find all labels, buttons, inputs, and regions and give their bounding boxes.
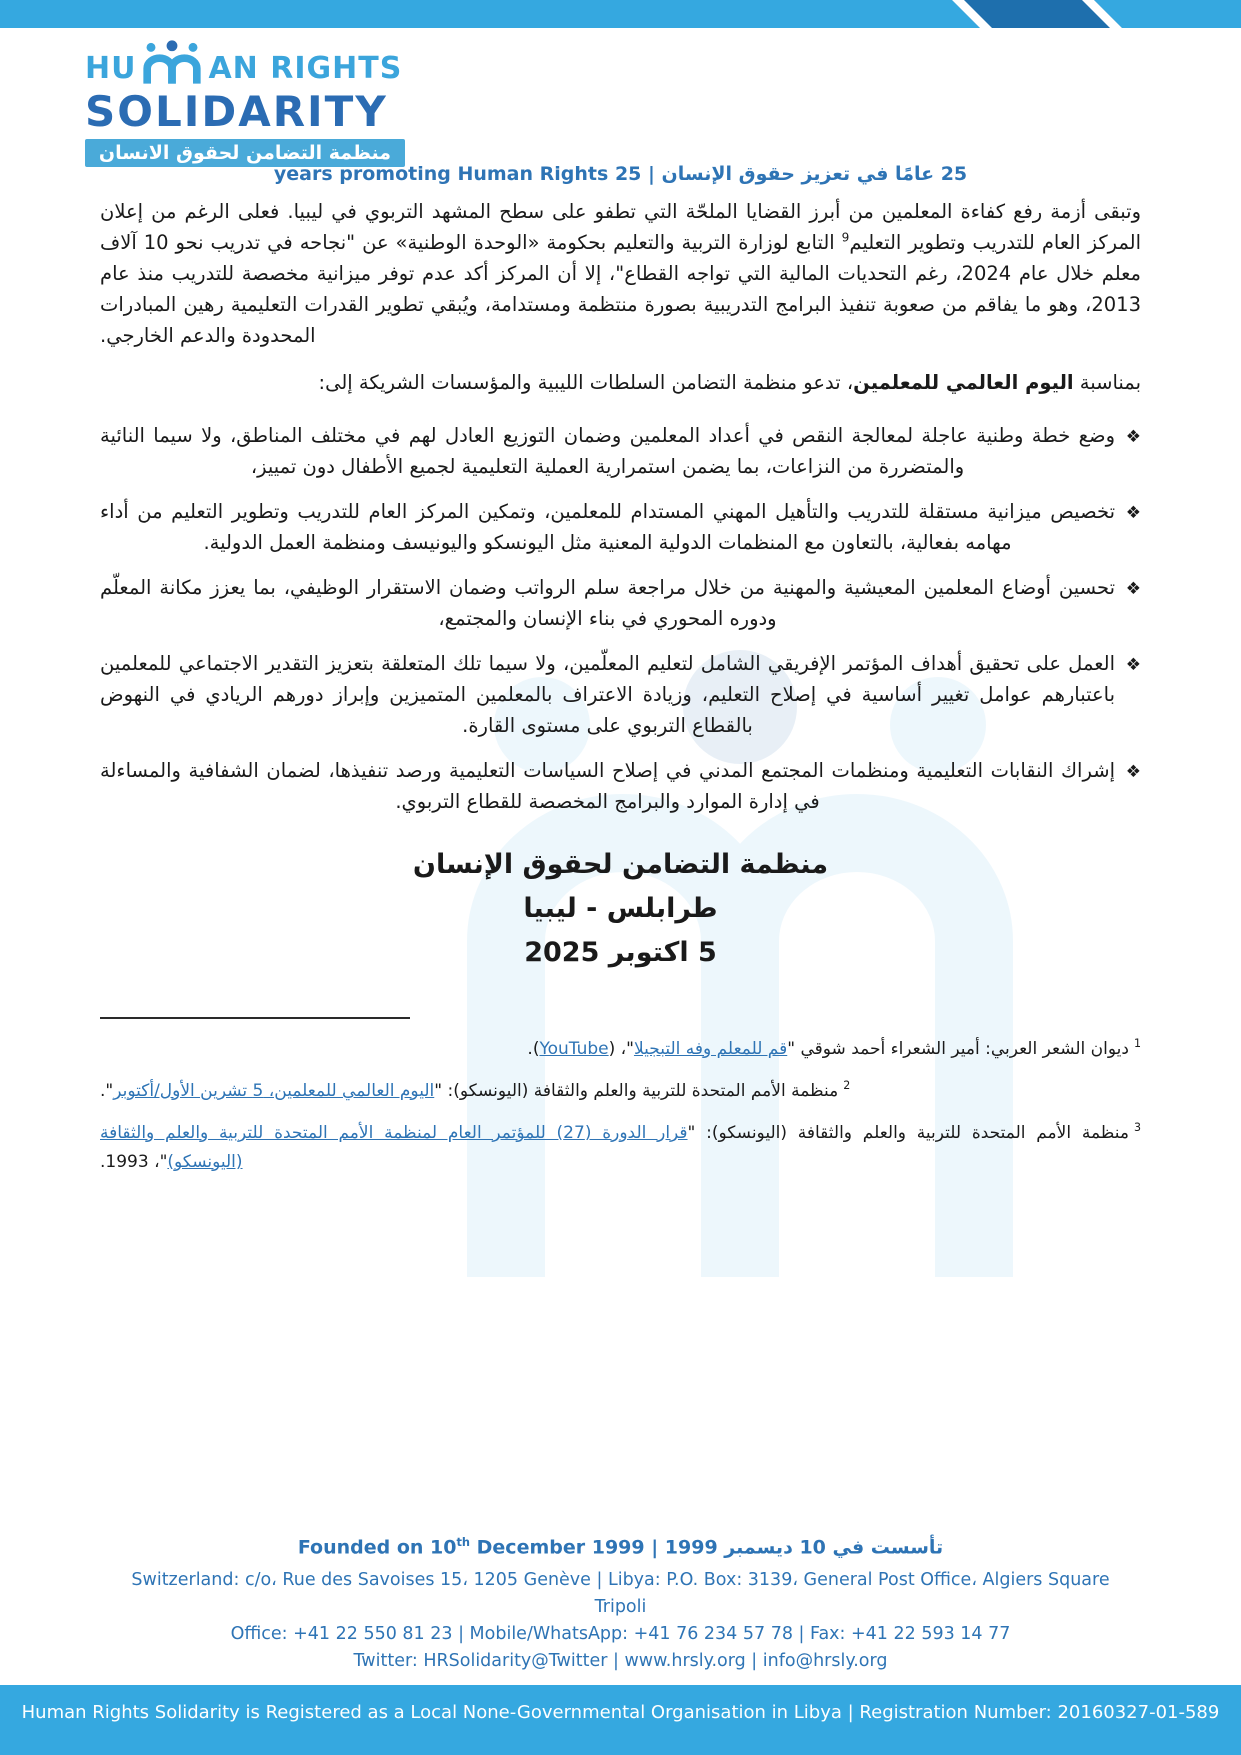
- signature-date: 5 اكتوبر 2025: [524, 937, 717, 968]
- footnote-text: ".: [100, 1081, 114, 1101]
- diamond-bullet-icon: ❖: [1125, 427, 1141, 447]
- logo-solidarity: SOLIDARITY: [85, 87, 388, 136]
- intro-paragraph: [100, 196, 1141, 351]
- footnote-number: 3: [1133, 1121, 1141, 1135]
- call-to-action-paragraph: [100, 367, 1141, 398]
- top-bar-dark-segment: [952, 0, 1122, 28]
- list-item-text: تخصيص ميزانية مستقلة للتدريب والتأهيل المهني المستدام للمعلمين، وتمكين المركز العام للتدريب وتطوير التعليم من أداء مهامه بفعالية، بالتعاون مع المنظمات الدولية المعنية مثل اليونسكو واليونيسف ومنظمة العمل الدولية.: [100, 500, 1115, 554]
- list-item-text: تحسين أوضاع المعلمين المعيشية والمهنية من خلال مراجعة سلم الرواتب وضمان الاستقرار الوظيفي، بما يعزز مكانة المعلّم ودوره المحوري في بناء الإنسان والمجتمع،: [100, 576, 1115, 630]
- footnote-2: [100, 1077, 1141, 1106]
- footnote-3: [100, 1119, 1141, 1177]
- document-content: [0, 196, 1241, 1190]
- footnote-number: 1: [1133, 1037, 1141, 1051]
- list-item: [100, 755, 1141, 817]
- footnotes-section: [100, 1035, 1141, 1177]
- footer-phones-line: Office: +41 22 550 81 23 | Mobile/WhatsApp: +41 76 234 57 78 | Fax: +41 22 593 14 77: [230, 1624, 1011, 1644]
- list-item-text: إشراك النقابات التعليمية ومنظمات المجتمع المدني في إصلاح السياسات التعليمية ورصد تنفيذها، لضمان الشفافية والمساءلة في إدارة الموارد والبرامج المخصصة للقطاع التربوي.: [100, 759, 1115, 813]
- logo-text-an-rights: AN RIGHTS: [208, 51, 403, 86]
- body-text: [100, 196, 1141, 975]
- list-item: [100, 572, 1141, 634]
- diamond-bullet-icon: ❖: [1125, 655, 1141, 675]
- founded-line: [0, 1529, 1241, 1561]
- footnote-reference: 9: [841, 230, 850, 245]
- logo-arabic-banner: منظمة التضامن لحقوق الانسان: [85, 139, 405, 167]
- logo-human-rights-line: [85, 40, 425, 89]
- list-item: [100, 496, 1141, 558]
- three-people-m-icon: [137, 40, 207, 84]
- diamond-bullet-icon: ❖: [1125, 503, 1141, 523]
- page-footer: [0, 1529, 1241, 1675]
- paragraph-text: التابع لوزارة التربية والتعليم بحكومة «الوحدة الوطنية» عن "نجاحه في تدريب نحو 10 آلاف معلم خلال عام 2024، رغم التحديات المالية التي تواجه القطاع"، إلا أن المركز أكد عدم توفر ميزانية مخصصة للتدريب منذ عام 2013، وهو ما يفاقم من صعوبة تنفيذ البرامج التدريبية بصورة منتظمة ومستدامة، ويُبقي تطوير القدرات التعليمية رهين المبادرات المحدودة والدعم الخارجي.: [100, 231, 1141, 347]
- footnote-1: [100, 1035, 1141, 1064]
- diamond-bullet-icon: ❖: [1125, 762, 1141, 782]
- signature-org-name: منظمة التضامن لحقوق الإنسان: [412, 849, 829, 880]
- paragraph-text: وتبقى أزمة رفع كفاءة المعلمين من أبرز القضايا الملحّة التي تطفو على سطح المشهد التربوي في ليبيا. فعلى الرغم من إعلان المركز العام للتدريب وتطوير التعليم: [100, 200, 1142, 254]
- founded-text-ar: تأسست في 10 ديسمبر 1999: [664, 1536, 944, 1558]
- footer-address-line: Switzerland: c/o، Rue des Savoises 15، 1205 Genève | Libya: P.O. Box: 3139، General Post Office، Algiers Square: [131, 1570, 1110, 1590]
- logo-text-hu: HU: [85, 51, 137, 86]
- footnote-text: منظمة الأمم المتحدة للتربية والعلم والثقافة (اليونسكو): ": [434, 1081, 839, 1101]
- world-teachers-day-bold: اليوم العالمي للمعلمين: [853, 371, 1074, 394]
- demands-list: [100, 420, 1141, 817]
- footnote-text: ديوان الشعر العربي: أمير الشعراء أحمد شوقي ": [787, 1039, 1129, 1059]
- founded-text-en: December 1999 |: [470, 1536, 665, 1558]
- list-item: [100, 648, 1141, 741]
- footnote-text: ).: [527, 1039, 540, 1059]
- footnote-text: منظمة الأمم المتحدة للتربية والعلم والثقافة (اليونسكو): ": [687, 1123, 1129, 1143]
- footnote-link-unesco-day[interactable]: اليوم العالمي للمعلمين، 5 تشرين الأول/أكتوبر: [113, 1081, 435, 1101]
- footer-contacts-line: Twitter: HRSolidarity@Twitter | www.hrsly.org | info@hrsly.org: [353, 1651, 888, 1671]
- footnote-link-unesco-resolution[interactable]: قرار الدورة (27) للمؤتمر العام لمنظمة الأمم المتحدة للتربية والعلم والثقافة (اليونسكو): [100, 1123, 688, 1172]
- list-item-text: العمل على تحقيق أهداف المؤتمر الإفريقي الشامل لتعليم المعلّمين، ولا سيما تلك المتعلقة بتعزيز التقدير الاجتماعي للمعلمين باعتبارهم عوامل تغيير أساسية في إصلاح التعليم، وزيادة الاعتراف بالمعلمين المتميزين وإبراز دورهم الريادي في النهوض بالقطاع التربوي على مستوى القارة.: [100, 652, 1115, 737]
- footnote-link-poem[interactable]: قم للمعلم وفه التبجيلا: [633, 1039, 788, 1059]
- paragraph-text: بمناسبة: [1073, 371, 1141, 394]
- footer-address-city: Tripoli: [594, 1597, 647, 1617]
- diamond-bullet-icon: ❖: [1125, 579, 1141, 599]
- registration-bar: [0, 1685, 1241, 1755]
- footnote-number: 2: [843, 1079, 851, 1093]
- footnote-link-youtube[interactable]: YouTube: [539, 1039, 609, 1059]
- registration-text: Human Rights Solidarity is Registered as a Local None-Governmental Organisation in Libya | Registration Number: 20160327-01-589: [21, 1702, 1220, 1723]
- list-item-text: وضع خطة وطنية عاجلة لمعالجة النقص في أعداد المعلمين وضمان التوزيع العادل لهم في مختلف المناطق، ولا سيما النائية والمتضررة من النزاعات، بما يضمن استمرارية العملية التعليمية لجميع الأطفال دون تمييز،: [100, 424, 1115, 478]
- ordinal-superscript: th: [456, 1534, 471, 1549]
- signature-block: [100, 843, 1141, 975]
- footnote-text: "، (: [608, 1039, 634, 1059]
- list-item: [100, 420, 1141, 482]
- signature-place: طرابلس - ليبيا: [523, 893, 718, 924]
- footnote-separator: [100, 1017, 410, 1019]
- footnote-text: "، 1993.: [100, 1152, 168, 1172]
- paragraph-text: ، تدعو منظمة التضامن السلطات الليبية والمؤسسات الشريكة إلى:: [318, 371, 854, 394]
- founded-text-en: Founded on 10: [297, 1536, 457, 1558]
- top-decorative-bar: [0, 0, 1241, 28]
- org-logo: [85, 40, 425, 167]
- anniversary-tagline: 25 عامًا في تعزيز حقوق الإنسان | 25 years promoting Human Rights: [273, 163, 968, 185]
